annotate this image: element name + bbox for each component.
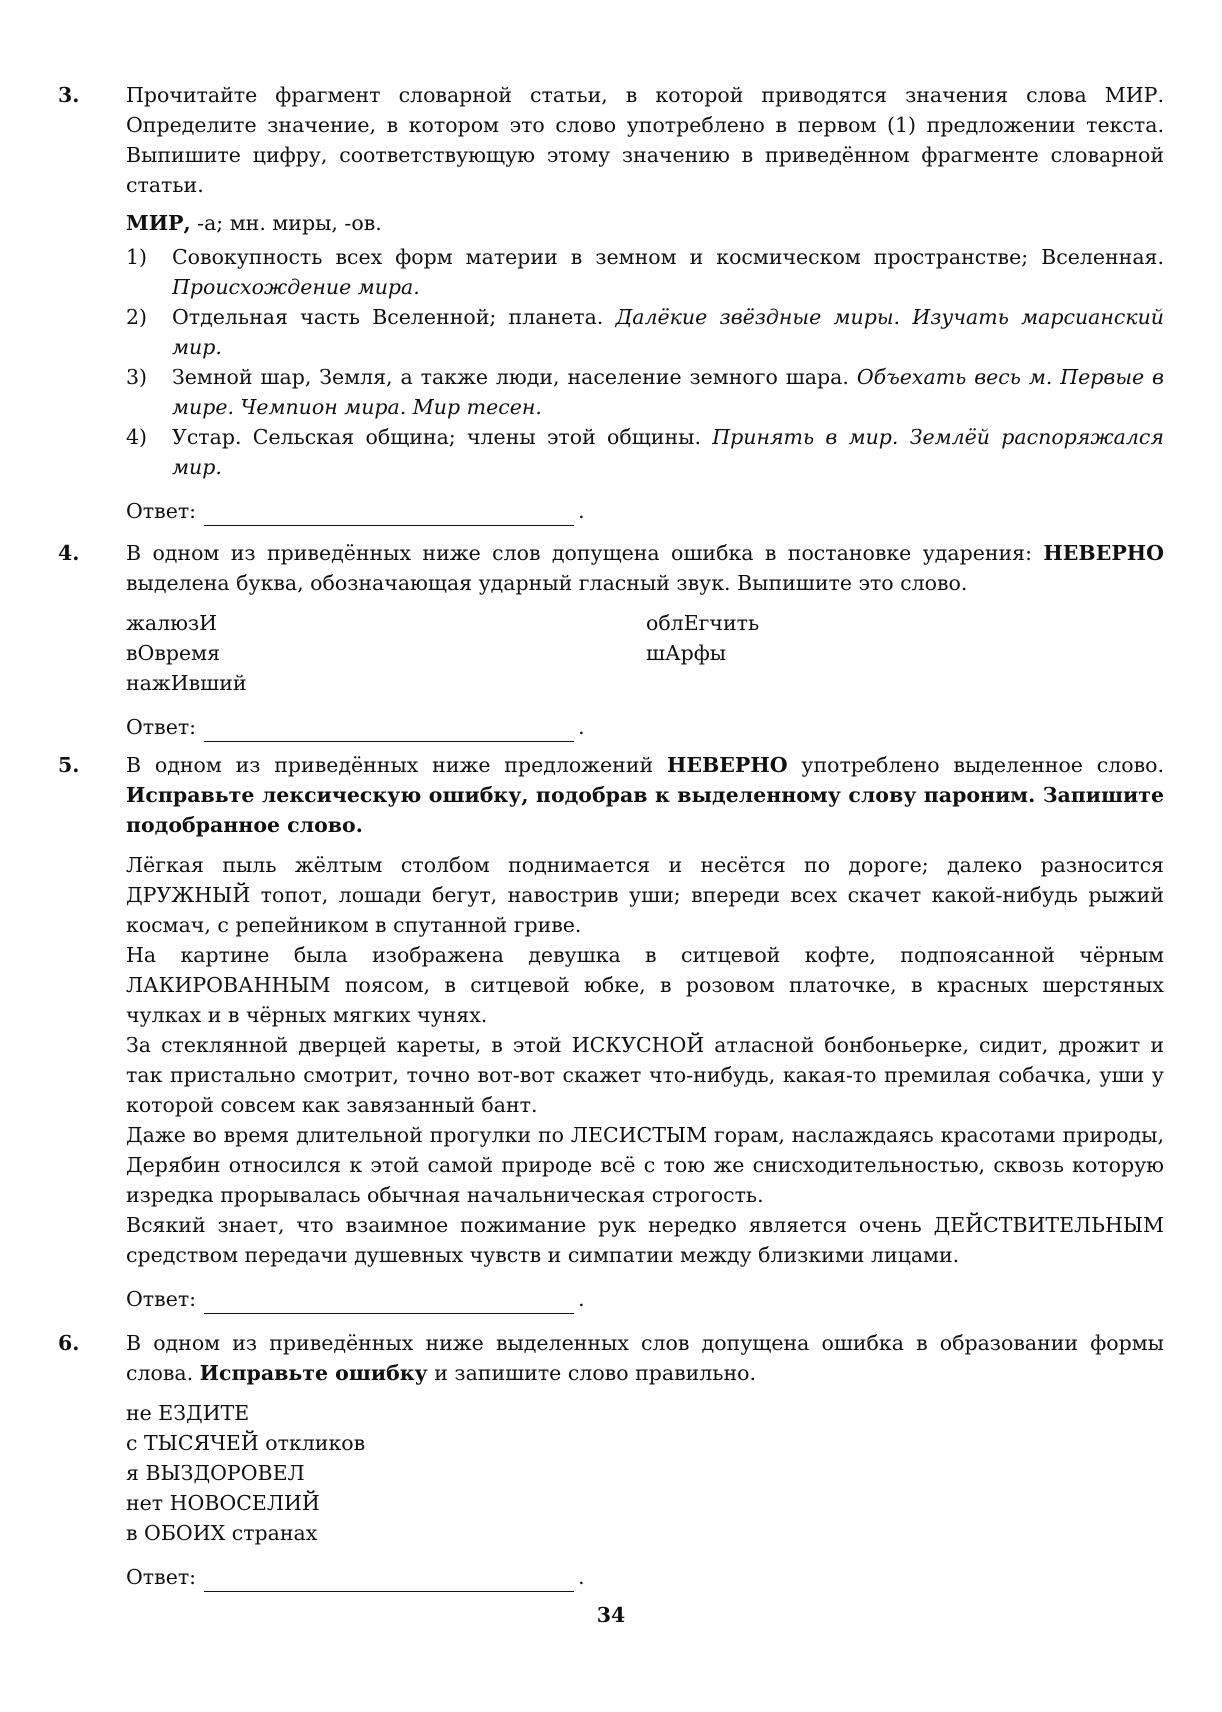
answer-row — [126, 712, 1164, 742]
answer-field[interactable] — [204, 1291, 574, 1314]
word-option: шАрфы — [646, 641, 727, 665]
answer-period: . — [578, 1287, 585, 1311]
definition-list — [126, 242, 1164, 482]
sentence: Даже во время длительной прогулки по ЛЕСИСТЫМ горам, наслаждаясь красотами природы, Дерябин относился к этой самой природе всё с тою же снисходительностью, сквозь которую изредка прорывалась обычная начальническая строгость. — [126, 1123, 1164, 1207]
word-option: жалюзИ — [126, 611, 218, 635]
answer-period: . — [578, 715, 585, 739]
instruction-text: В одном из приведённых ниже предложений — [126, 753, 667, 777]
word-column-1 — [126, 608, 646, 698]
definition-number: 3) — [126, 365, 148, 389]
task-6 — [58, 1328, 1164, 1592]
task-instruction: Прочитайте фрагмент словарной статьи, в которой приводятся значения слова МИР. Определите значение, в котором это слово употреблено в первом (1) предложении текста. Выпишите цифру, соответствующую этому значению в приведённом фрагменте словарной статьи. — [126, 83, 1164, 197]
definition-example: Происхождение мира. — [172, 275, 420, 299]
task-number: 5. — [58, 753, 80, 777]
answer-label: Ответ: — [126, 1287, 197, 1311]
answer-period: . — [578, 1565, 585, 1589]
headword: МИР, — [126, 211, 191, 235]
answer-field[interactable] — [204, 1569, 574, 1592]
instruction-text: употреблено выделенное слово. — [787, 753, 1164, 777]
answer-label: Ответ: — [126, 1565, 197, 1589]
task-4 — [58, 538, 1164, 742]
word-option: облЕгчить — [646, 611, 760, 635]
instruction-text: выделена буква, обозначающая ударный гласный звук. Выпишите это слово. — [126, 571, 968, 595]
sentence: На картине была изображена девушка в ситцевой кофте, подпоясанной чёрным ЛАКИРОВАННЫМ поясом, в ситцевой юбке, в розовом платочке, в красных шерстяных чулках и в чёрных мягких чунях. — [126, 943, 1164, 1027]
word-option: в ОБОИХ странах — [126, 1521, 318, 1545]
definition-text: Отдельная часть Вселенной; планета. — [172, 305, 616, 329]
word-option: с ТЫСЯЧЕЙ откликов — [126, 1431, 366, 1455]
word-option: нет НОВОСЕЛИЙ — [126, 1491, 320, 1515]
word-option: не ЕЗДИТЕ — [126, 1401, 250, 1425]
task-instruction — [126, 750, 1164, 840]
instruction-text: В одном из приведённых ниже выделенных слов допущена ошибка в образовании формы слова. — [126, 1331, 1164, 1385]
task-number: 6. — [58, 1331, 80, 1355]
task-instruction — [126, 538, 1164, 598]
instruction-text: В одном из приведённых ниже слов допущена ошибка в постановке ударения: — [126, 541, 1044, 565]
definition-example: Объехать весь м. Первые в мире. Чемпион мира. Мир тесен. — [172, 365, 1164, 419]
word-option: нажИвший — [126, 671, 247, 695]
instruction-bold: НЕВЕРНО — [666, 753, 788, 777]
sentence-list — [126, 850, 1164, 1270]
answer-period: . — [578, 499, 585, 523]
instruction-text: и запишите слово правильно. — [427, 1361, 756, 1385]
definition-number: 4) — [126, 425, 148, 449]
definition-item — [126, 242, 1164, 302]
instruction-bold: НЕВЕРНО — [1043, 541, 1164, 565]
definition-item — [126, 362, 1164, 422]
task-instruction — [126, 1328, 1164, 1388]
task-5 — [58, 750, 1164, 1314]
definition-text: Земной шар, Земля, а также люди, население земного шара. — [172, 365, 857, 389]
headword-grammar: -а; мн. миры, -ов. — [190, 211, 382, 235]
definition-number: 1) — [126, 245, 148, 269]
instruction-bold: Исправьте ошибку — [199, 1361, 428, 1385]
answer-field[interactable] — [204, 719, 574, 742]
task-3 — [58, 80, 1164, 526]
sentence: Всякий знает, что взаимное пожимание рук нередко является очень ДЕЙСТВИТЕЛЬНЫМ средством передачи душевных чувств и симпатии между близкими лицами. — [126, 1213, 1164, 1267]
definition-text: Совокупность всех форм материи в земном и космическом пространстве; Вселенная. — [172, 245, 1164, 269]
answer-row — [126, 1284, 1164, 1314]
definition-item — [126, 422, 1164, 482]
definition-example: Далёкие звёздные миры. Изучать марсианский мир. — [172, 305, 1164, 359]
word-list — [126, 1398, 1164, 1548]
instruction-bold: Исправьте лексическую ошибку, подобрав к выделенному слову пароним. Запишите подобранное слово. — [126, 783, 1164, 837]
dictionary-headword-line — [126, 208, 1164, 238]
answer-field[interactable] — [204, 503, 574, 526]
word-columns — [126, 608, 1164, 698]
answer-label: Ответ: — [126, 715, 197, 739]
definition-example: Принять в мир. Землёй распоряжался мир. — [172, 425, 1164, 479]
task-number: 3. — [58, 83, 80, 107]
task-number: 4. — [58, 541, 80, 565]
answer-row — [126, 1562, 1164, 1592]
definition-number: 2) — [126, 305, 148, 329]
definition-item — [126, 302, 1164, 362]
word-column-2 — [646, 608, 1046, 698]
answer-label: Ответ: — [126, 499, 197, 523]
sentence: За стеклянной дверцей кареты, в этой ИСКУСНОЙ атласной бонбоньерке, сидит, дрожит и так пристально смотрит, точно вот-вот скажет что-нибудь, какая-то премилая собачка, уши у которой совсем как завязанный бант. — [126, 1033, 1164, 1117]
sentence: Лёгкая пыль жёлтым столбом поднимается и несётся по дороге; далеко разносится ДРУЖНЫЙ топот, лошади бегут, навострив уши; впереди всех скачет какой-нибудь рыжий космач, с репейником в спутанной гриве. — [126, 853, 1164, 937]
word-option: вОвремя — [126, 641, 221, 665]
page-number: 34 — [596, 1603, 626, 1627]
definition-text: Устар. Сельская община; члены этой общины. — [172, 425, 713, 449]
word-option: я ВЫЗДОРОВЕЛ — [126, 1461, 305, 1485]
answer-row — [126, 496, 1164, 526]
